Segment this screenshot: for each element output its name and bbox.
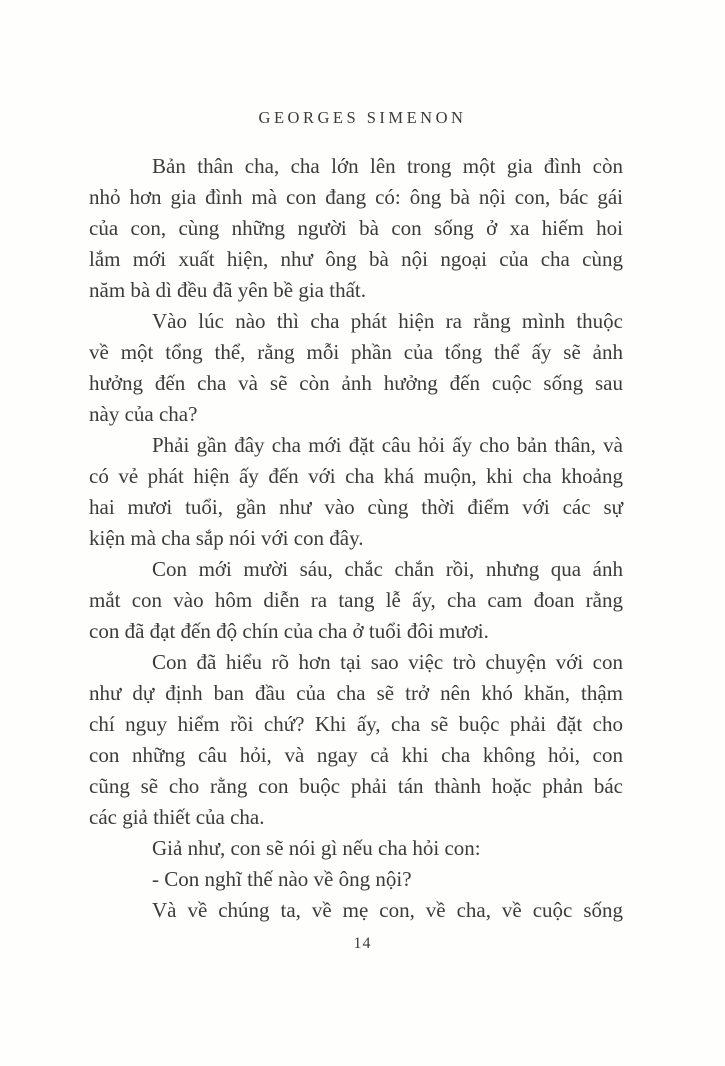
paragraph-line: của con, cùng những người bà con sống ở xa hiếm hoi bbox=[89, 216, 623, 240]
paragraph bbox=[89, 306, 623, 430]
body-text bbox=[89, 151, 623, 926]
paragraph-line: nhỏ hơn gia đình mà con đang có: ông bà nội con, bác gái bbox=[89, 185, 623, 209]
paragraph-line: Phải gần đây cha mới đặt câu hỏi ấy cho bản thân, và bbox=[152, 433, 623, 457]
paragraph bbox=[89, 554, 623, 647]
paragraph-line: Con đã hiểu rõ hơn tại sao việc trò chuyện với con bbox=[152, 650, 623, 674]
paragraph bbox=[89, 864, 623, 895]
paragraph bbox=[89, 430, 623, 554]
paragraph-line: con những câu hỏi, và ngay cả khi cha không hỏi, con bbox=[89, 743, 623, 767]
paragraph-line: mắt con vào hôm diễn ra tang lễ ấy, cha cam đoan rằng bbox=[89, 588, 623, 612]
paragraph-line: có vẻ phát hiện ấy đến với cha khá muộn, khi cha khoảng bbox=[89, 464, 623, 488]
paragraph-line: chí nguy hiểm rồi chứ? Khi ấy, cha sẽ buộc phải đặt cho bbox=[89, 712, 623, 736]
paragraph-line: cũng sẽ cho rằng con buộc phải tán thành hoặc phản bác bbox=[89, 774, 623, 798]
paragraph-line: về một tổng thể, rằng mỗi phần của tổng thể ấy sẽ ảnh bbox=[89, 340, 623, 364]
page-number: 14 bbox=[353, 935, 372, 952]
paragraph-line: hưởng đến cha và sẽ còn ảnh hưởng đến cuộc sống sau bbox=[89, 371, 623, 395]
paragraph-line: lắm mới xuất hiện, như ông bà nội ngoại của cha cùng bbox=[89, 247, 623, 271]
paragraph-line: Bản thân cha, cha lớn lên trong một gia đình còn bbox=[152, 154, 623, 178]
paragraph-line: Giả như, con sẽ nói gì nếu cha hỏi con: bbox=[152, 836, 481, 860]
paragraph bbox=[89, 151, 623, 306]
paragraph bbox=[89, 833, 623, 864]
paragraph-line: Con mới mười sáu, chắc chắn rồi, nhưng qua ánh bbox=[152, 557, 623, 581]
paragraph-line: Và về chúng ta, về mẹ con, về cha, về cuộc sống bbox=[152, 898, 623, 922]
paragraph bbox=[89, 647, 623, 833]
paragraph-line: hai mươi tuổi, gần như vào cùng thời điểm với các sự bbox=[89, 495, 623, 519]
paragraph-line: năm bà dì đều đã yên bề gia thất. bbox=[89, 278, 366, 302]
paragraph-line: - Con nghĩ thế nào về ông nội? bbox=[152, 867, 412, 891]
running-header-author: GEORGES SIMENON bbox=[258, 108, 467, 127]
paragraph-line: con đã đạt đến độ chín của cha ở tuổi đôi mươi. bbox=[89, 619, 489, 643]
paragraph-line: kiện mà cha sắp nói với con đây. bbox=[89, 526, 364, 550]
paragraph-line: như dự định ban đầu của cha sẽ trở nên khó khăn, thậm bbox=[89, 681, 623, 705]
paragraph-line: các giả thiết của cha. bbox=[89, 805, 265, 829]
paragraph bbox=[89, 895, 623, 926]
paragraph-line: Vào lúc nào thì cha phát hiện ra rằng mình thuộc bbox=[152, 309, 623, 333]
paragraph-line: này của cha? bbox=[89, 402, 198, 426]
